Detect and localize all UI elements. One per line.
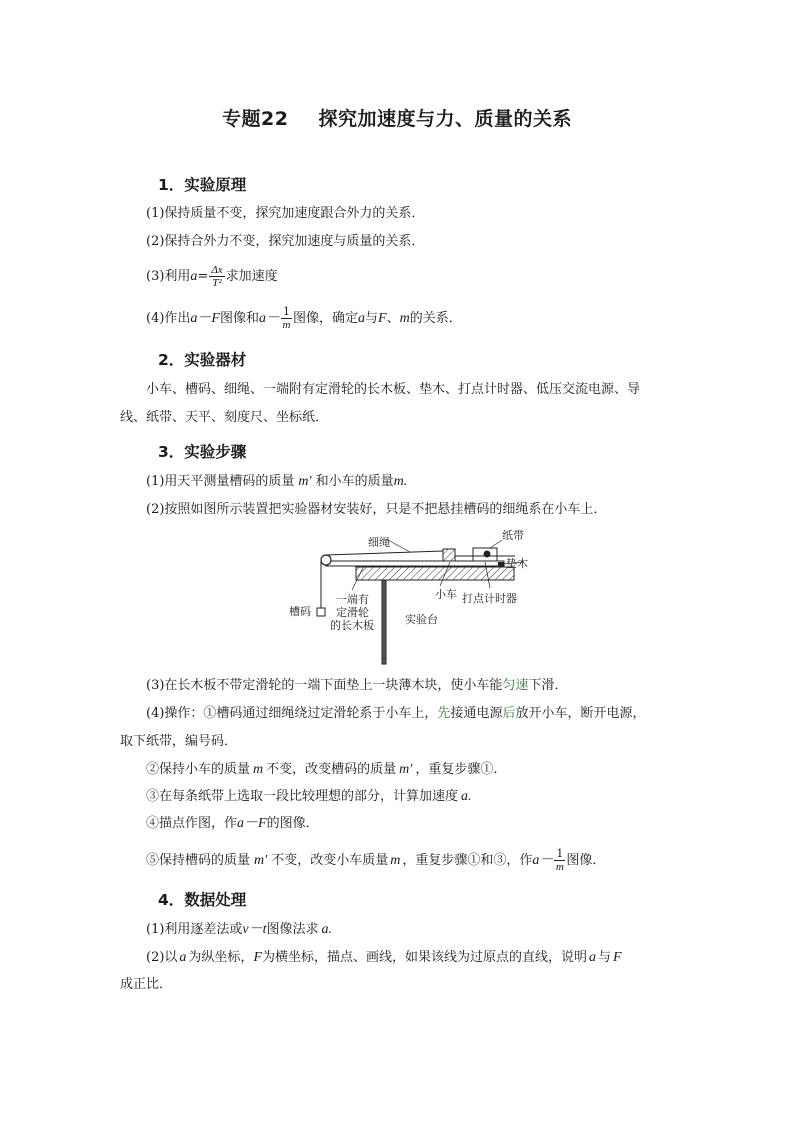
label-table: 实验台	[405, 613, 438, 626]
principle-item-4: (4)作出a－F图像和a－ $\frac{1}{m}$ 图像，确定a与F、m的关系．	[146, 305, 462, 331]
label-car: 小车	[435, 588, 457, 601]
label-board-1: 一端有	[336, 593, 369, 606]
step-4-sub-3: ③在每条纸带上选取一段比较理想的部分，计算加速度 a.	[146, 789, 472, 804]
fraction-dx-over-t2: $\frac{\Delta x}{\text{T²}}$	[211, 264, 223, 289]
topic-title: 探究加速度与力、质量的关系	[318, 108, 572, 130]
step-4-line-2: 取下纸带，编号码．	[120, 734, 238, 749]
equipment-line-2: 线、纸带、天平、刻度尺、坐标纸．	[120, 410, 329, 425]
table-top	[356, 567, 514, 580]
principle-item-3: (3)利用a= $\frac{\Delta x}{\text{T²}}$ 求加速度	[146, 264, 278, 289]
label-board-2: 定滑轮	[336, 606, 369, 619]
step-4-sub-5: ⑤保持槽码的质量 m′ 不变，改变小车质量 m ，重复步骤①和③，作a－ $\frac{1}{m}$ 图像．	[146, 847, 606, 873]
section-heading-steps: 3．实验步骤	[158, 443, 247, 461]
car-block	[443, 549, 455, 561]
weight-block	[317, 608, 325, 616]
topic-number: 专题22	[222, 108, 289, 130]
label-tape: 纸带	[502, 529, 524, 542]
rope-line	[326, 551, 443, 555]
pulley-icon	[321, 555, 331, 565]
long-board	[326, 561, 504, 566]
label-timer: 打点计时器	[462, 592, 517, 605]
step-4-sub-4: ④描点作图，作a－F的图像．	[146, 816, 319, 831]
data-item-1: (1)利用逐差法或v－t图像法求 a.	[146, 922, 333, 937]
page-title	[0, 104, 794, 131]
label-rope: 细绳	[368, 536, 390, 549]
label-weight: 槽码	[289, 605, 311, 618]
fraction-one-over-m: $\frac{1}{m}$	[282, 305, 291, 331]
fraction-one-over-m-step: $\frac{1}{m}$	[555, 847, 564, 873]
step-1: (1)用天平测量槽码的质量 m′ 和小车的质量m.	[146, 474, 408, 489]
step-4-line-1: (4)操作：①槽码通过细绳绕过定滑轮系于小车上，先接通电源后放开小车，断开电源，	[146, 706, 646, 721]
principle-item-2: (2)保持合外力不变，探究加速度与质量的关系．	[146, 234, 425, 249]
section-heading-data: 4．数据处理	[158, 891, 247, 909]
table-leg	[382, 580, 386, 664]
principle-item-1: (1)保持质量不变，探究加速度跟合外力的关系．	[146, 206, 425, 221]
step-3: (3)在长木板不带定滑轮的一端下面垫上一块薄木块，使小车能匀速下滑．	[146, 678, 568, 693]
equipment-line-1: 小车、槽码、细绳、一端附有定滑轮的长木板、垫木、打点计时器、低压交流电源、导	[146, 382, 641, 397]
section-heading-equipment: 2．实验器材	[158, 351, 247, 369]
label-board-3: 的长木板	[330, 619, 374, 632]
step-2: (2)按照如图所示装置把实验器材安装好，只是不把悬挂槽码的细绳系在小车上．	[146, 502, 607, 517]
apparatus-diagram	[280, 526, 540, 668]
data-item-2-line-1: (2)以 a 为纵坐标，F为横坐标，描点、画线，如果该线为过原点的直线，说明 a 与 F	[146, 950, 622, 965]
pad-block	[498, 562, 504, 567]
section-heading-principle: 1．实验原理	[158, 176, 247, 194]
label-pad: 垫木	[506, 557, 528, 570]
step-4-sub-2: ②保持小车的质量 m 不变，改变槽码的质量 m′ ，重复步骤①.	[146, 762, 498, 777]
data-item-2-line-2: 成正比．	[120, 977, 173, 992]
